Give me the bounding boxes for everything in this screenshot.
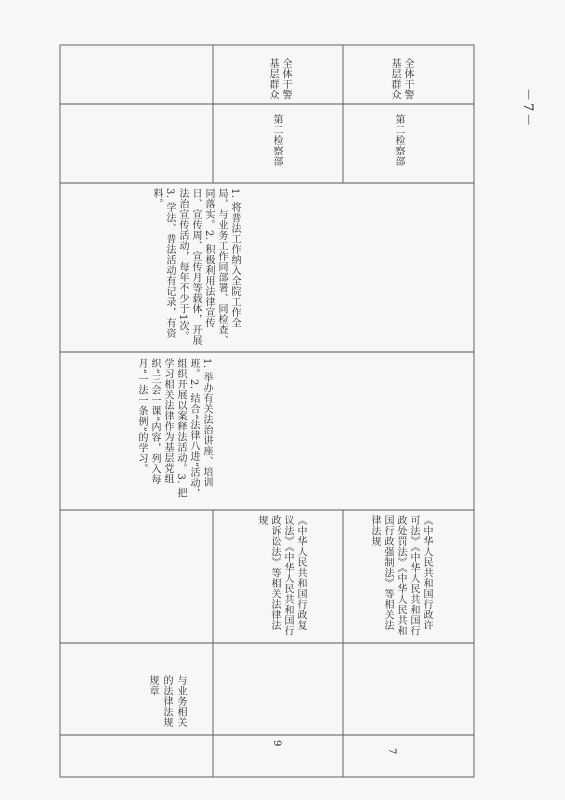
page-number: －7－: [520, 88, 535, 129]
row-7-target: 全体干警基层群众: [389, 58, 413, 100]
row-9-target: 全体干警基层群众: [267, 58, 291, 100]
row-9-content: 1. 举办有关法治讲座、培训班。2. 结合“法律八进”活动，组织开展以案释法活动。3. 把学习相关法律作为基层党组织“三会一课”内容，列入每月“一法一条例”的学习。: [136, 358, 212, 499]
row-9-dept: 第二检察部: [271, 114, 282, 167]
row-9-measures: 1. 将普法工作纳入全院工作全局，与业务工作同部署、同检查、同落实。2. 积极利用法律宣传日、宣传周、宣传月等载体，开展法治宣传活动，每年不少于1次。3. 学法、普法活动有记录，有资料。: [151, 188, 240, 346]
row-7-dept: 第二检察部: [393, 114, 404, 167]
row-7-index: 7: [386, 748, 397, 755]
row-9-index: 9: [271, 740, 282, 747]
row-9-category: 与业务相关的法律法规规章: [147, 675, 186, 728]
row-9-laws: 《中华人民共和国行政复议法》《中华人民共和国行政诉讼法》等相关法律法规: [256, 515, 306, 636]
row-7-laws: 《中华人民共和国行政许可法》《中华人民共和国行政处罚法》《中华人民共和国行政强制法》等相关法律法规: [369, 515, 432, 636]
